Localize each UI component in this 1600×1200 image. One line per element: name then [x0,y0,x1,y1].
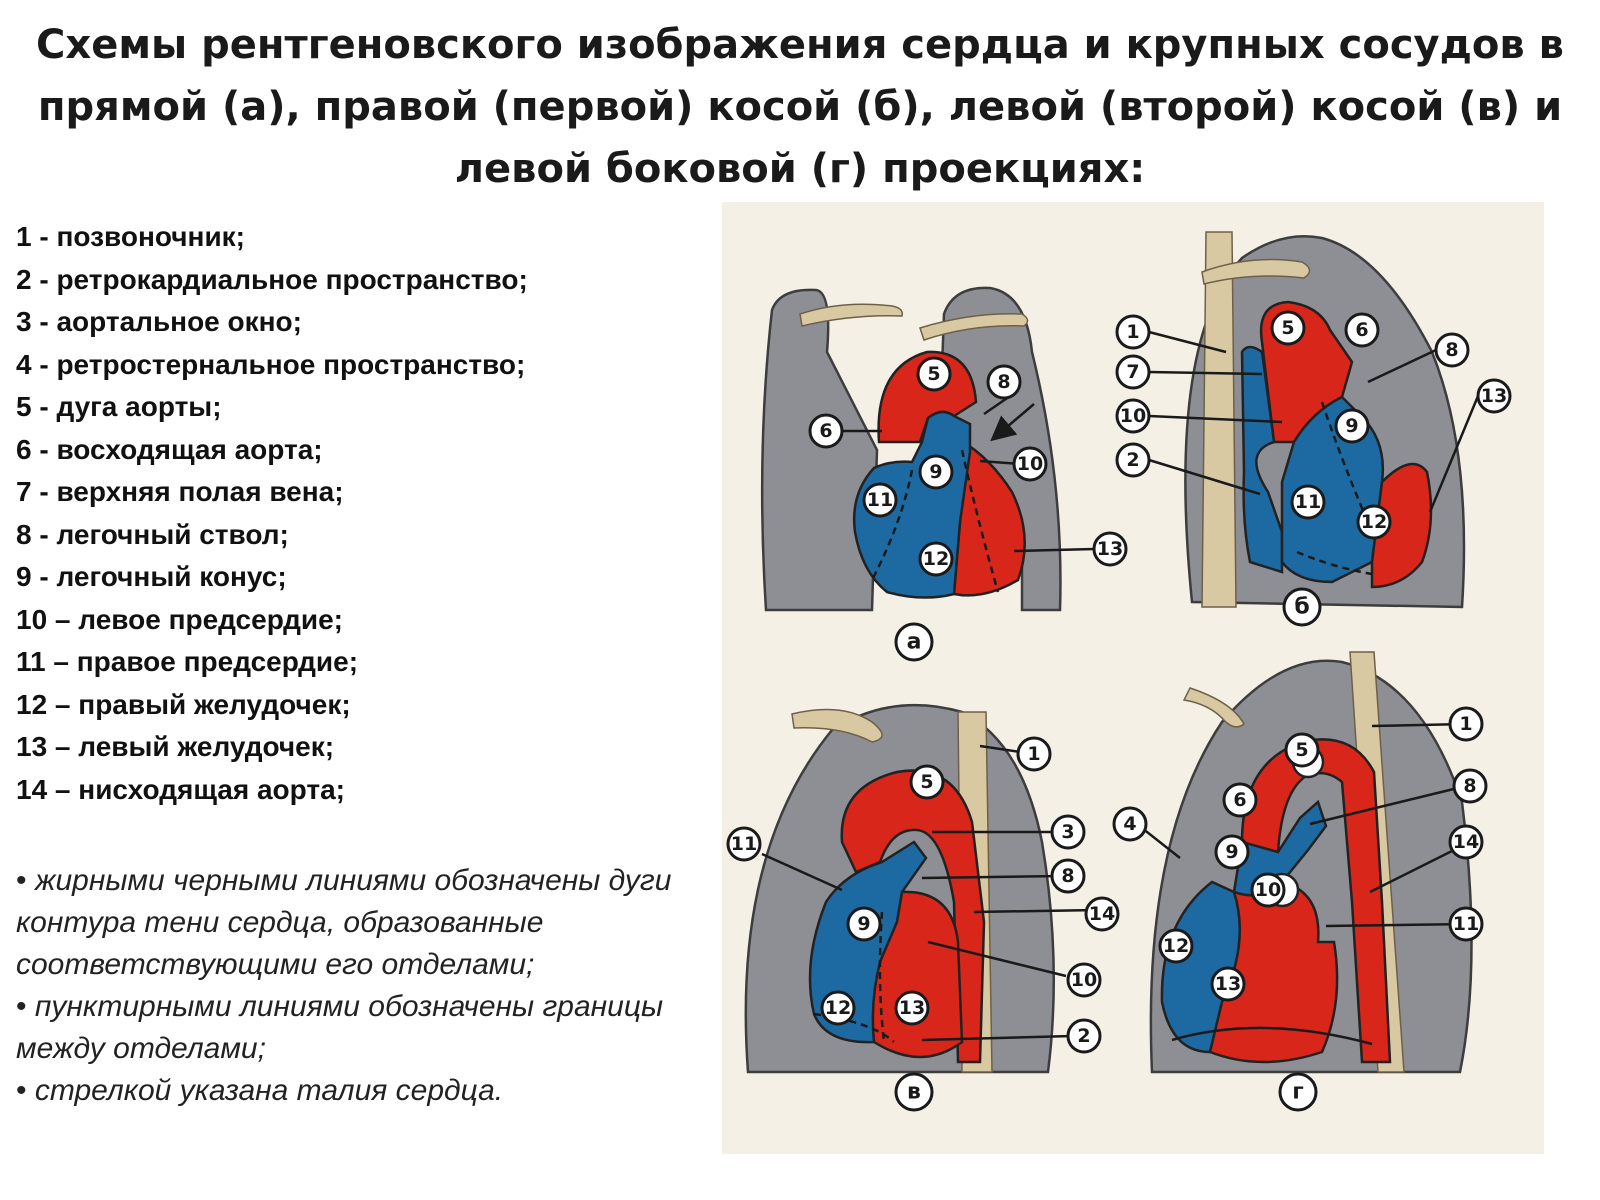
number-badge-g-11 [1450,908,1482,940]
number-badge-g-12 [1160,930,1192,962]
panel-label-g [1280,1074,1316,1110]
legend-item: 2 - ретрокардиальное пространство; [16,263,528,295]
number-badge-g-4-text: 4 [1123,813,1137,835]
legend-item: 6 - восходящая аорта; [16,433,323,465]
number-badge-b-12-text: 12 [1360,511,1388,533]
number-badge-b-13-text: 13 [1480,385,1508,407]
number-badge-a-10-text: 10 [1016,453,1044,475]
number-badge-v-10-text: 10 [1070,969,1098,991]
number-badge-b-2-text: 2 [1126,449,1140,471]
number-badge-a-9 [920,456,952,488]
number-badge-b-5-text: 5 [1281,317,1295,339]
legend-item: 12 – правый желудочек; [16,688,351,720]
number-badge-g-8-text: 8 [1463,775,1477,797]
number-badge-g-6 [1224,784,1256,816]
number-badge-a-6-text: 6 [819,420,833,442]
number-badge-g-14 [1450,826,1482,858]
number-badge-g-12-text: 12 [1162,935,1190,957]
number-badge-v-1-text: 1 [1027,743,1041,765]
number-badge-a-10 [1014,448,1046,480]
legend-item: 11 – правое предсердие; [16,646,359,677]
number-badge-g-5-text: 5 [1295,739,1309,761]
number-badge-b-11-text: 11 [1294,491,1322,513]
number-badge-b-8-text: 8 [1445,339,1459,361]
number-badge-g-1-text: 1 [1459,713,1473,735]
panel-label-a-text: а [906,629,922,655]
number-badge-v-8-text: 8 [1061,865,1075,887]
right-lung-a [762,290,877,610]
title-line-3: левой боковой (г) проекциях: [454,146,1146,192]
panel-label-v [896,1074,932,1110]
number-badge-v-11-text: 11 [730,833,758,855]
number-badge-g-11-text: 11 [1452,913,1480,935]
number-badge-v-9-text: 9 [857,913,871,935]
legend-item: 3 - аортальное окно; [16,306,302,337]
panel-label-b [1284,589,1320,625]
title-line-2: прямой (а), правой (первой) косой (б), левой (второй) косой (в) и [37,84,1563,130]
number-badge-g-13-text: 13 [1214,973,1242,995]
number-badge-g-14-text: 14 [1452,831,1480,853]
page-title [20,14,1580,200]
legend-item: 13 – левый желудочек; [16,731,335,762]
number-badge-b-5 [1272,312,1304,344]
heart-xray-diagram [722,202,1544,1154]
number-badge-g-10 [1252,874,1284,906]
legend-item: 8 - легочный ствол; [16,518,289,550]
note-item: • жирными черными линиями обозначены дуги контура тени сердца, образованные соответствующими его отделами; [16,860,706,986]
number-badge-v-12-text: 12 [824,997,852,1019]
title-line-1: Схемы рентгеновского изображения сердца и крупных сосудов в [36,22,1564,68]
panel-label-g-text: г [1292,1079,1304,1105]
number-badge-v-10 [1068,964,1100,996]
number-badge-v-13-text: 13 [898,997,926,1019]
number-badge-g-9-text: 9 [1225,841,1239,863]
number-badge-g-6-text: 6 [1233,789,1247,811]
panel-label-v-text: в [907,1079,921,1105]
panel-b [1149,232,1478,607]
diagram-svg [722,202,1544,1154]
number-badge-v-12 [822,992,854,1024]
number-badge-b-10 [1117,400,1149,432]
number-badge-a-11-text: 11 [866,489,894,511]
legend-item: 7 - верхняя полая вена; [16,476,344,507]
legend-item: 1 - позвоночник; [16,221,246,252]
panel-g [1142,652,1472,1072]
number-badge-b-7 [1117,356,1149,388]
number-badge-v-13 [896,992,928,1024]
number-badge-a-8 [988,366,1020,398]
number-badge-a-9-text: 9 [929,461,943,483]
number-badge-v-3-text: 3 [1061,821,1075,843]
number-badge-g-10-text: 10 [1254,879,1282,901]
number-badge-b-6 [1346,314,1378,346]
number-badge-v-3 [1052,816,1084,848]
number-badge-a-6 [810,415,842,447]
number-badge-g-9 [1216,836,1248,868]
number-badge-b-6-text: 6 [1355,319,1369,341]
number-badge-a-5 [918,358,950,390]
legend-item: 10 – левое предсердие; [16,603,343,635]
number-badge-b-10-text: 10 [1119,405,1147,427]
number-badge-v-9 [848,908,880,940]
number-badge-v-2-text: 2 [1077,1025,1091,1047]
legend-item: 4 - ретростернальное пространство; [16,348,526,380]
legend-item: 14 – нисходящая аорта; [16,773,345,805]
number-badge-v-14-text: 14 [1088,903,1116,925]
panel-label-a [896,624,932,660]
number-badge-v-11 [728,828,760,860]
number-badge-b-11 [1292,486,1324,518]
number-badge-a-13-text: 13 [1096,538,1124,560]
legend-list [16,216,528,811]
note-item: • стрелкой указана талия сердца. [16,1070,706,1112]
number-badge-a-13 [1094,533,1126,565]
number-badge-v-1 [1018,738,1050,770]
note-item: • пунктирными линиями обозначены границы между отделами; [16,986,706,1070]
number-badge-v-14 [1086,898,1118,930]
panel-label-b-text: б [1294,594,1310,620]
number-badge-a-12-text: 12 [922,548,950,570]
number-badge-b-9-text: 9 [1345,415,1359,437]
number-badge-b-1-text: 1 [1126,321,1140,343]
number-badge-a-11 [864,484,896,516]
number-badge-g-5 [1286,734,1318,766]
legend-item: 9 - легочный конус; [16,561,287,592]
number-badge-v-5-text: 5 [920,771,934,793]
number-badge-b-1 [1117,316,1149,348]
number-badge-v-5 [911,766,943,798]
number-badge-b-7-text: 7 [1126,361,1140,383]
number-badge-b-8 [1436,334,1468,366]
number-badge-g-8 [1454,770,1486,802]
number-badge-a-8-text: 8 [997,371,1011,393]
number-badge-a-5-text: 5 [927,363,941,385]
number-badge-b-13 [1478,380,1510,412]
number-badge-a-12 [920,543,952,575]
number-badge-v-2 [1068,1020,1100,1052]
number-badge-v-8 [1052,860,1084,892]
notes-list [16,860,706,1112]
number-badge-b-9 [1336,410,1368,442]
number-badge-b-12 [1358,506,1390,538]
number-badge-g-1 [1450,708,1482,740]
number-badge-b-2 [1117,444,1149,476]
number-badge-g-4 [1114,808,1146,840]
number-badge-g-13 [1212,968,1244,1000]
legend-item: 5 - дуга аорты; [16,391,222,422]
